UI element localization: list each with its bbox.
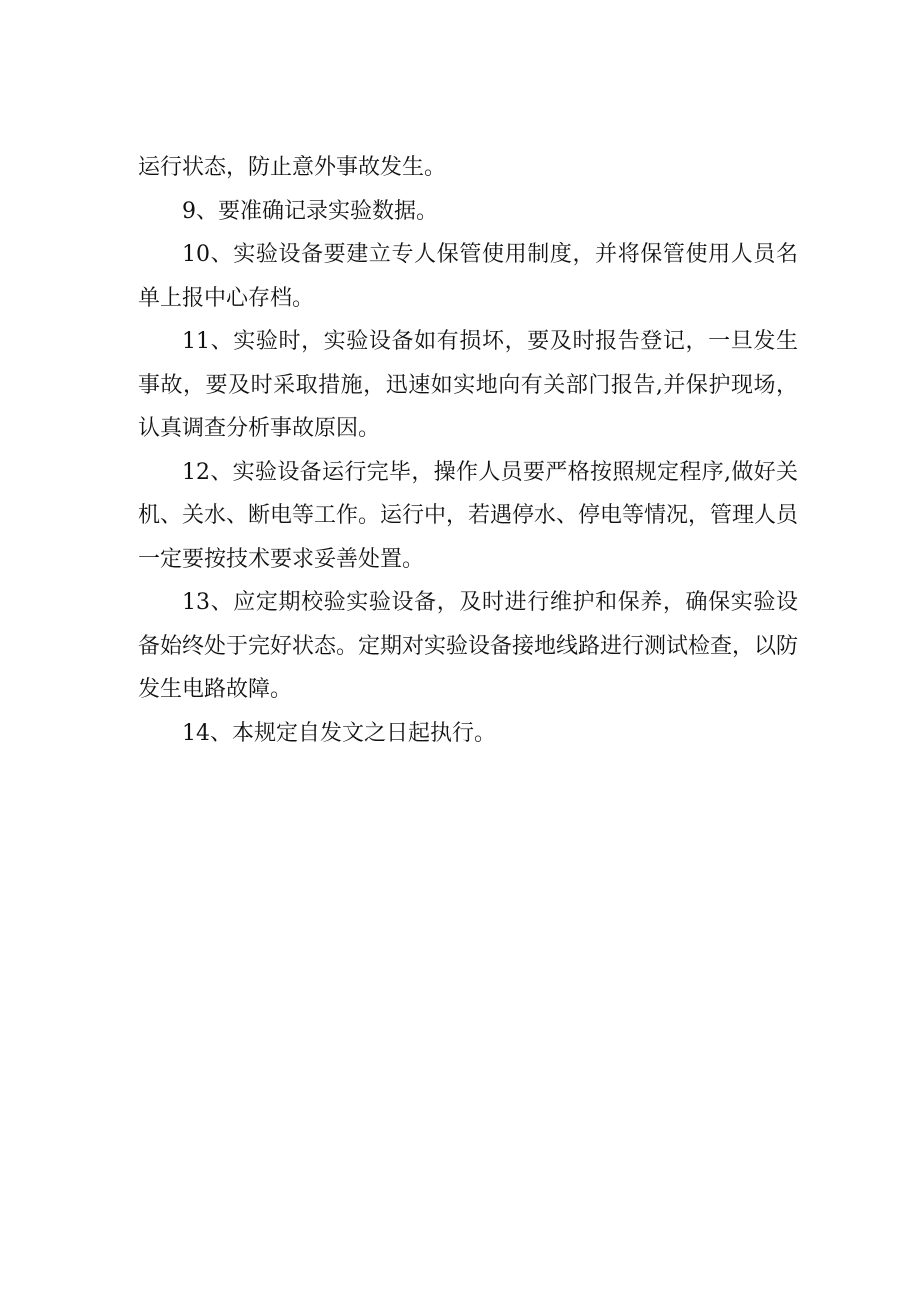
paragraph-item-12: 12、实验设备运行完毕，操作人员要严格按照规定程序,做好关机、关水、断电等工作。运行中，若遇停水、停电等情况，管理人员一定要按技术要求妥善处置。: [138, 459, 799, 572]
paragraph-item-9: 9、要准确记录实验数据。: [182, 198, 438, 224]
paragraph-item-11: 11、实验时，实验设备如有损坏，要及时报告登记，一旦发生事故，要及时采取措施，迅速如实地向有关部门报告,并保护现场，认真调查分析事故原因。: [138, 329, 798, 441]
paragraph-item-14: 14、本规定自发文之日起执行。: [182, 720, 496, 746]
document-body: [138, 146, 798, 755]
paragraph-item-10: 10、实验设备要建立专人保管使用制度，并将保管使用人员名单上报中心存档。: [138, 242, 798, 311]
paragraph-item-13: 13、应定期校验实验设备，及时进行维护和保养，确保实验设备始终处于完好状态。定期对实验设备接地线路进行测试检查，以防发生电路故障。: [138, 590, 799, 702]
paragraph-continuation: 运行状态，防止意外事故发生。: [138, 155, 447, 180]
